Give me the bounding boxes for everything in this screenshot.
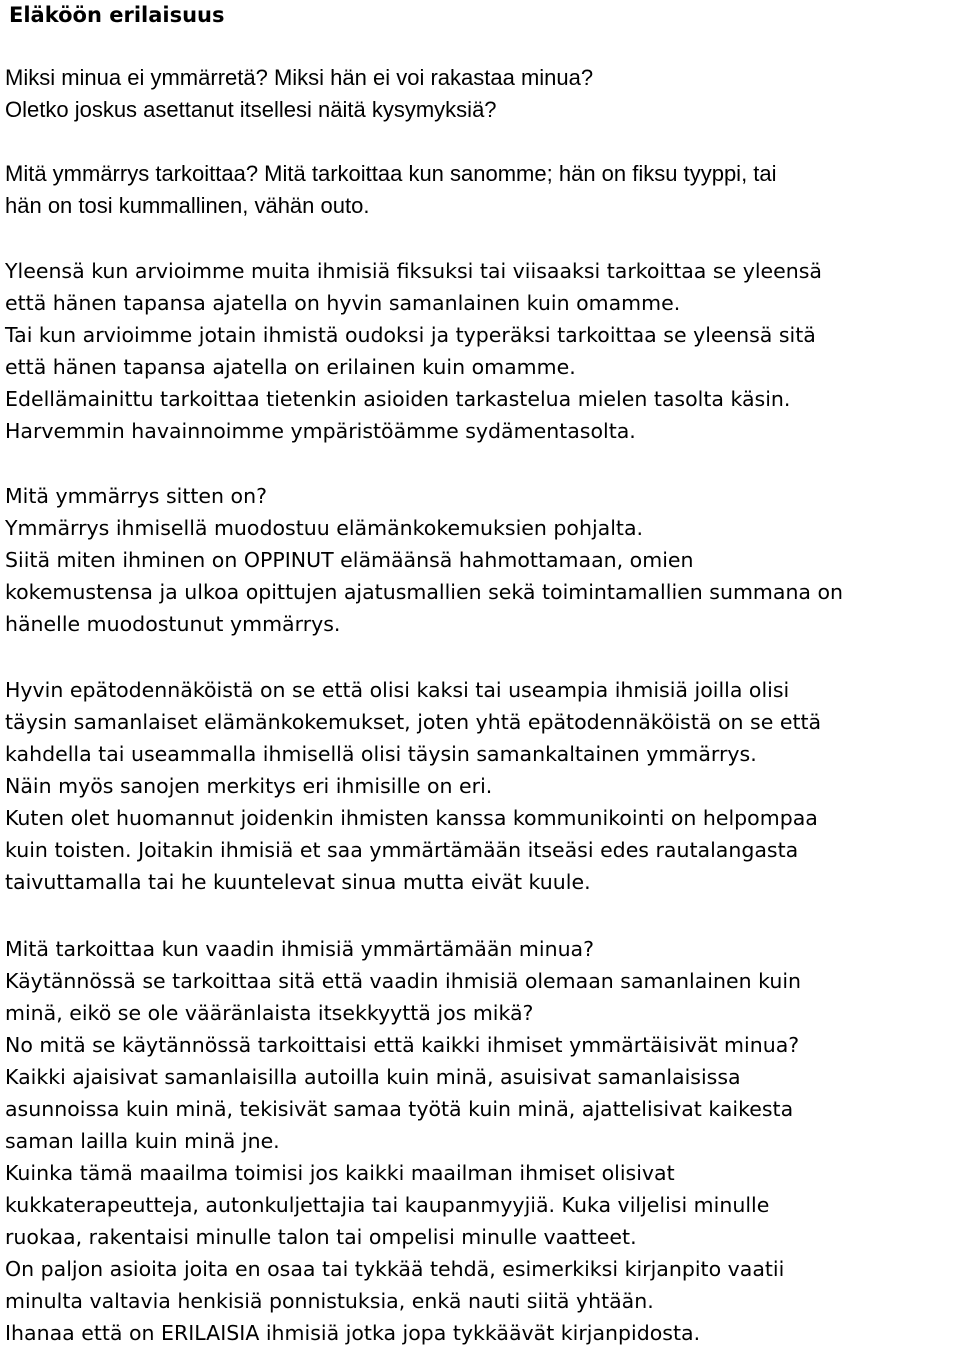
text-line: kuin toisten. Joitakin ihmisiä et saa ymmärtämään itseäsi edes rautalangasta <box>5 838 799 862</box>
text-line: hänelle muodostunut ymmärrys. <box>5 612 341 636</box>
text-line: että hänen tapansa ajatella on erilainen kuin omamme. <box>5 355 576 379</box>
text-line: taivuttamalla tai he kuuntelevat sinua mutta eivät kuule. <box>5 870 591 894</box>
text-line: saman lailla kuin minä jne. <box>5 1129 280 1153</box>
text-line: minulta valtavia henkisiä ponnistuksia, enkä nauti siitä yhtään. <box>5 1289 654 1313</box>
paragraph-1 <box>5 62 593 126</box>
text-line: Käytännössä se tarkoittaa sitä että vaadin ihmisiä olemaan samanlainen kuin <box>5 969 802 993</box>
text-line: Siitä miten ihminen on OPPINUT elämäänsä hahmottamaan, omien <box>5 548 694 572</box>
paragraph-3 <box>5 255 822 447</box>
paragraph-5 <box>5 674 821 898</box>
text-line: Tai kun arvioimme jotain ihmistä oudoksi ja typeräksi tarkoittaa se yleensä sitä <box>5 323 816 347</box>
text-line: Miksi minua ei ymmärretä? Miksi hän ei voi rakastaa minua? <box>5 65 594 90</box>
text-line: kokemustensa ja ulkoa opittujen ajatusmallien sekä toimintamallien summana on <box>5 580 844 604</box>
paragraph-4 <box>5 480 843 640</box>
text-line: Oletko joskus asettanut itsellesi näitä kysymyksiä? <box>5 97 497 122</box>
text-line: ruokaa, rakentaisi minulle talon tai ompelisi minulle vaatteet. <box>5 1225 637 1249</box>
text-line: Mitä ymmärrys sitten on? <box>5 484 267 508</box>
text-line: Kuten olet huomannut joidenkin ihmisten kanssa kommunikointi on helpompaa <box>5 806 818 830</box>
paragraph-2 <box>5 158 777 222</box>
text-line: täysin samanlaiset elämänkokemukset, joten yhtä epätodennäköistä on se että <box>5 710 822 734</box>
text-line: hän on tosi kummallinen, vähän outo. <box>5 193 370 218</box>
text-line: On paljon asioita joita en osaa tai tykkää tehdä, esimerkiksi kirjanpito vaatii <box>5 1257 785 1281</box>
text-line: minä, eikö se ole vääränlaista itsekkyyttä jos mikä? <box>5 1001 534 1025</box>
text-line: kahdella tai useammalla ihmisellä olisi täysin samankaltainen ymmärrys. <box>5 742 757 766</box>
text-line: Edellämainittu tarkoittaa tietenkin asioiden tarkastelua mielen tasolta käsin. <box>5 387 791 411</box>
text-line: kukkaterapeutteja, autonkuljettajia tai kaupanmyyjiä. Kuka viljelisi minulle <box>5 1193 770 1217</box>
text-line: Mitä tarkoittaa kun vaadin ihmisiä ymmärtämään minua? <box>5 937 595 961</box>
text-line: asunnoissa kuin minä, tekisivät samaa työtä kuin minä, ajattelisivat kaikesta <box>5 1097 794 1121</box>
text-line: Ymmärrys ihmisellä muodostuu elämänkokemuksien pohjalta. <box>5 516 644 540</box>
text-line: Hyvin epätodennäköistä on se että olisi kaksi tai useampia ihmisiä joilla olisi <box>5 678 790 702</box>
page-title: Eläköön erilaisuus <box>9 3 225 27</box>
text-line: Kuinka tämä maailma toimisi jos kaikki maailman ihmiset olisivat <box>5 1161 675 1185</box>
text-line: Näin myös sanojen merkitys eri ihmisille on eri. <box>5 774 493 798</box>
paragraph-6 <box>5 933 801 1349</box>
text-line: Ihanaa että on ERILAISIA ihmisiä jotka jopa tykkäävät kirjanpidosta. <box>5 1321 701 1345</box>
text-line: Mitä ymmärrys tarkoittaa? Mitä tarkoittaa kun sanomme; hän on fiksu tyyppi, tai <box>5 161 777 186</box>
text-line: Kaikki ajaisivat samanlaisilla autoilla kuin minä, asuisivat samanlaisissa <box>5 1065 741 1089</box>
text-line: Yleensä kun arvioimme muita ihmisiä fiksuksi tai viisaaksi tarkoittaa se yleensä <box>5 259 822 283</box>
text-line: No mitä se käytännössä tarkoittaisi että kaikki ihmiset ymmärtäisivät minua? <box>5 1033 800 1057</box>
text-line: että hänen tapansa ajatella on hyvin samanlainen kuin omamme. <box>5 291 681 315</box>
text-line: Harvemmin havainnoimme ympäristöämme sydämentasolta. <box>5 419 636 443</box>
